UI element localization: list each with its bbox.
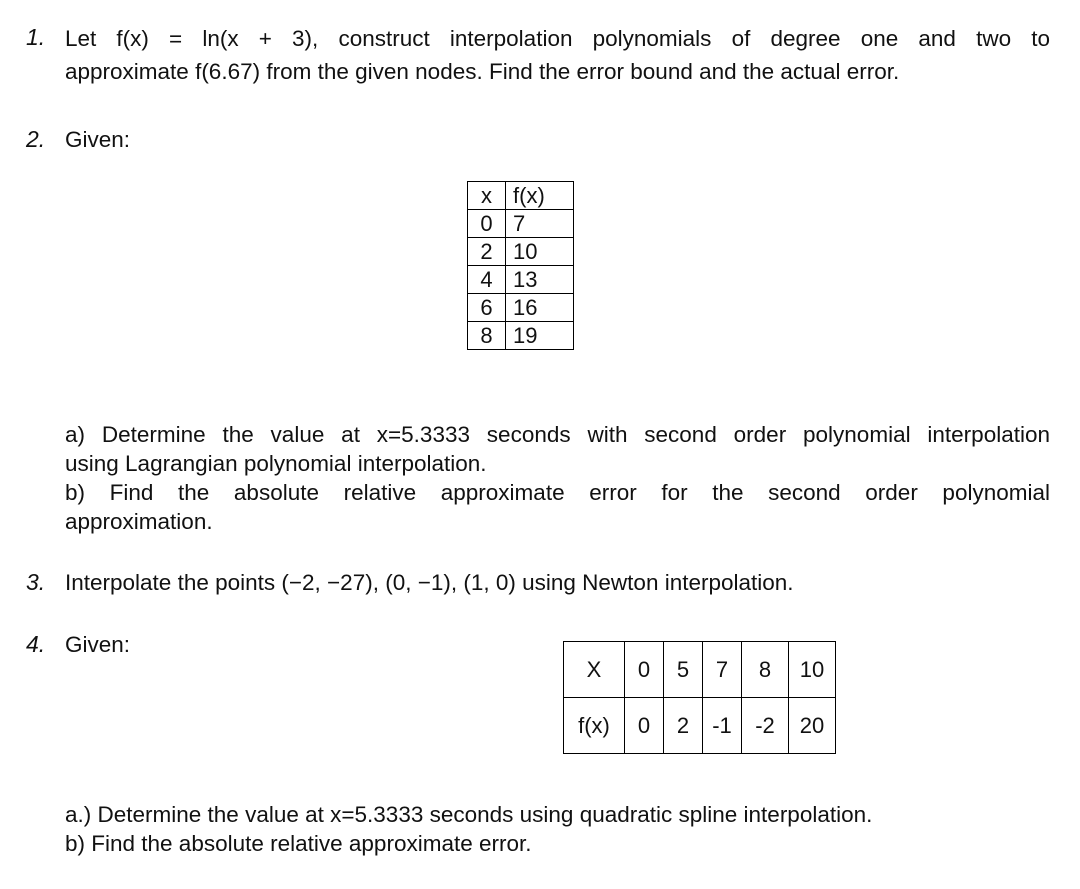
table-row-x [564, 642, 836, 698]
cell-fx: 13 [506, 266, 574, 294]
cell-fx: 10 [506, 238, 574, 266]
cell-x: 2 [468, 238, 506, 266]
q4-part-b: b) Find the absolute relative approximate error. [65, 831, 532, 856]
cell-x: 0 [468, 210, 506, 238]
q1-line2: approximate f(6.67) from the given nodes. Find the error bound and the actual error. [65, 59, 900, 84]
cell-fx: -1 [703, 698, 742, 754]
table-header-row [468, 182, 574, 210]
cell-fx: 0 [625, 698, 664, 754]
table-row [468, 266, 574, 294]
table-row-fx [564, 698, 836, 754]
q2-part-b-line1: b) Find the absolute relative approximate error for the second order polynomial [65, 480, 1050, 505]
q1-line1: Let f(x) = ln(x + 3), construct interpolation polynomials of degree one and two to [65, 26, 1050, 51]
q2-data-table [467, 181, 574, 350]
table-row [468, 238, 574, 266]
table-row [468, 322, 574, 350]
cell-fx: 16 [506, 294, 574, 322]
cell-fx: 20 [789, 698, 836, 754]
q1-number: 1. [26, 24, 46, 50]
q2-part-a-line1: a) Determine the value at x=5.3333 seconds with second order polynomial interpolation [65, 422, 1050, 447]
table-row [468, 210, 574, 238]
cell-fx: 7 [506, 210, 574, 238]
cell-x: 0 [625, 642, 664, 698]
q2-part-b-line2: approximation. [65, 509, 213, 534]
header-fx: f(x) [506, 182, 574, 210]
cell-fx: -2 [742, 698, 789, 754]
q4-data-table [563, 641, 836, 754]
q2-number: 2. [26, 126, 46, 152]
header-x: x [468, 182, 506, 210]
q3-text: Interpolate the points (−2, −27), (0, −1), (1, 0) using Newton interpolation. [65, 570, 794, 595]
q4-label: Given: [65, 632, 131, 657]
cell-x: 4 [468, 266, 506, 294]
cell-fx: 19 [506, 322, 574, 350]
label-fx: f(x) [564, 698, 625, 754]
q4-number: 4. [26, 631, 46, 657]
cell-x: 10 [789, 642, 836, 698]
cell-x: 6 [468, 294, 506, 322]
q2-label: Given: [65, 127, 131, 152]
cell-x: 8 [468, 322, 506, 350]
label-x: X [564, 642, 625, 698]
cell-x: 7 [703, 642, 742, 698]
table-row [468, 294, 574, 322]
cell-x: 8 [742, 642, 789, 698]
cell-x: 5 [664, 642, 703, 698]
q2-part-a-line2: using Lagrangian polynomial interpolation. [65, 451, 487, 476]
q4-part-a: a.) Determine the value at x=5.3333 seconds using quadratic spline interpolation. [65, 802, 873, 827]
cell-fx: 2 [664, 698, 703, 754]
q3-number: 3. [26, 569, 46, 595]
